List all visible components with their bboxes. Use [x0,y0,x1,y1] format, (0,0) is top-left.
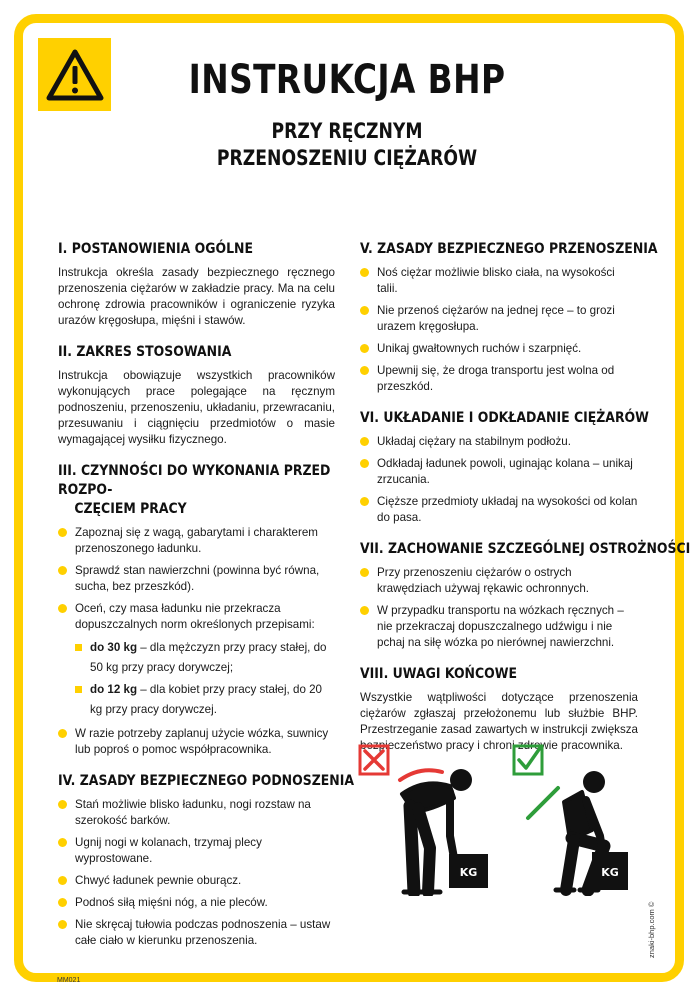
subtitle-line-2: PRZENOSZENIU CIĘŻARÓW [216,146,478,170]
weight-limit: do 30 kg [90,641,138,654]
heading-line-2: CZĘCIEM PRACY [74,501,187,517]
bullet-list [360,265,638,395]
list-item: Nie przenoś ciężarów na jednej ręce – to grozi urazem kręgosłupa. [360,303,638,335]
box-label: KG [459,866,478,879]
weight-limit-text: – dla kobiet przy pracy stałej, do 20 kg przy pracy dorywczej. [90,683,323,716]
section-general [58,240,335,329]
subtitle-line-1: PRZY RĘCZNYM [271,119,423,143]
section-final-notes [360,665,638,754]
list-item: Upewnij się, że droga transportu jest wolna od przeszkód. [360,363,638,395]
list-item: Podnoś siłą mięśni nóg, a nie pleców. [58,895,335,911]
sign-code: MM021 [57,977,81,984]
list-item: Stań możliwie blisko ładunku, nogi rozstaw na szerokość barków. [58,797,335,829]
back-strain-mark [400,770,442,780]
right-column [360,240,691,754]
poster-subtitle [62,118,631,172]
x-mark-icon [360,746,388,774]
bullet-list [58,525,335,758]
weight-limit: do 12 kg [90,683,138,696]
kg-box [449,854,488,888]
bullet-list [360,434,638,526]
section-text: Instrukcja obowiązuje wszystkich pracowników wykonujących prace polegające na ręcznym podnoszeniu, przenoszeniu, układaniu, przewracaniu, przesuwaniu i ciągnięciu przedmiotów o masie wymagającej wysiłku fizycznego. [58,369,335,446]
section-scope [58,343,335,448]
section-heading: II. ZAKRES STOSOWANIA [58,344,232,360]
left-column [58,240,354,955]
section-heading: VII. ZACHOWANIE SZCZEGÓLNEJ OSTROŻNOŚCI [360,541,691,557]
straight-back-mark [528,788,558,818]
section-heading: V. ZASADY BEZPIECZNEGO PRZENOSZENIA [360,241,658,257]
section-heading: IV. ZASADY BEZPIECZNEGO PODNOSZENIA [58,773,354,789]
section-before-work [58,462,335,758]
list-item: Noś ciężar możliwie blisko ciała, na wysokości talii. [360,265,638,297]
correct-lifting-illustration [512,744,636,896]
section-heading: VIII. UWAGI KOŃCOWE [360,666,518,682]
section-heading: I. POSTANOWIENIA OGÓLNE [58,241,253,257]
section-text: Instrukcja określa zasady bezpiecznego ręcznego przenoszenia ciężarów w zakładzie pracy. Ma na celu ochronę zdrowia pracowników i ograniczenie ryzyka urazów kręgosłupa, mięśni i stawów. [58,266,335,327]
list-item-text: Oceń, czy masa ładunku nie przekracza dopuszczalnych norm określonych przepisami: [75,602,315,631]
list-item: Nie skręcaj tułowia podczas podnoszenia – ustaw całe ciało w kierunku przenoszenia. [58,917,335,949]
sub-list-item [75,638,335,678]
check-mark-icon [514,746,542,774]
box-label: KG [601,866,619,879]
list-item: Odkładaj ładunek powoli, uginając kolana – unikaj zrzucania. [360,456,638,488]
kg-box [592,852,628,890]
wrong-lifting-illustration [358,744,498,896]
poster-title: INSTRUKCJA BHP [188,57,506,103]
list-item: Unikaj gwałtownych ruchów i szarpnięć. [360,341,638,357]
section-stacking [360,409,649,526]
section-safe-lifting [58,772,354,949]
heading-line-1: III. CZYNNOŚCI DO WYKONANIA PRZED ROZPO- [58,463,331,498]
sub-list [75,638,335,720]
section-safe-carrying [360,240,658,395]
bullet-list [360,565,638,651]
sub-list-item [75,680,335,720]
list-item: W razie potrzeby zaplanuj użycie wózka, suwnicy lub poproś o pomoc współpracownika. [58,726,335,758]
list-item: Układaj ciężary na stabilnym podłożu. [360,434,638,450]
list-item: Ugnij nogi w kolanach, trzymaj plecy wyprostowane. [58,835,335,867]
list-item: Zapoznaj się z wagą, gabarytami i charakterem przenoszonego ładunku. [58,525,335,557]
section-heading [58,462,335,519]
list-item: Chwyć ładunek pewnie oburącz. [58,873,335,889]
list-item: Sprawdź stan nawierzchni (powinna być równa, sucha, bez przeszkód). [58,563,335,595]
section-caution [360,540,691,651]
weight-limit-text: – dla mężczyzn przy pracy stałej, do 50 kg przy pracy dorywczej; [90,641,327,674]
list-item [58,601,335,720]
section-heading: VI. UKŁADANIE I ODKŁADANIE CIĘŻARÓW [360,410,649,426]
publisher-credit: znaki-bhp.com © [647,901,656,958]
section-text: Wszystkie wątpliwości dotyczące przenoszenia ciężarów zgłaszaj przełożonemu lub służbie BHP. Przestrzeganie zasad zawartych w instrukcji zwiększa bezpieczeństwo pracy i chroni zdrowie pracownika. [360,691,638,752]
list-item: W przypadku transportu na wózkach ręcznych – nie przekraczaj dopuszczalnego udźwigu i nie pchaj na siłę wózka po nierównej nawierzchni. [360,603,638,651]
list-item: Przy przenoszeniu ciężarów o ostrych krawędziach używaj rękawic ochronnych. [360,565,638,597]
bullet-list [58,797,335,949]
list-item: Cięższe przedmioty układaj na wysokości od kolan do pasa. [360,494,638,526]
